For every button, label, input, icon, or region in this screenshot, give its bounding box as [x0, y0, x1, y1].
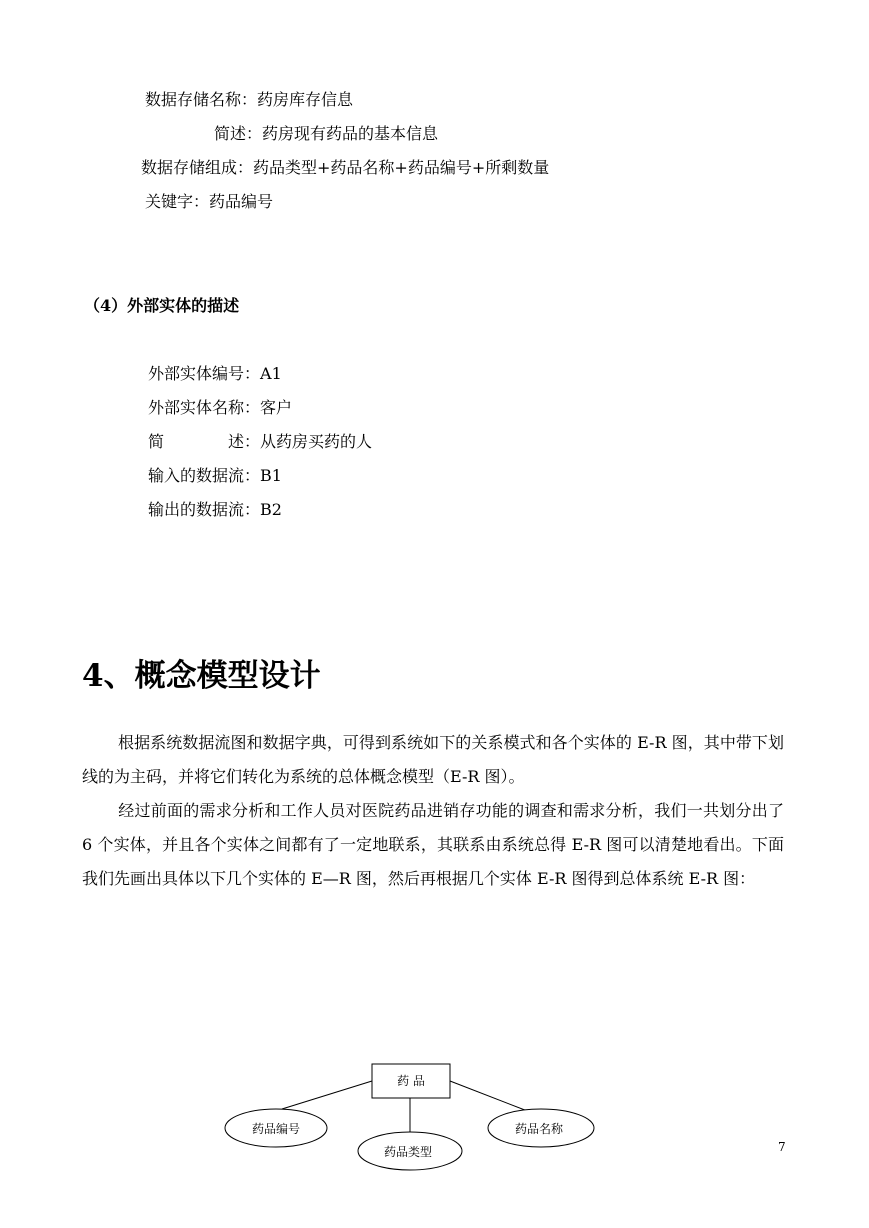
ext-desc-value: 从药房买药的人: [260, 432, 373, 451]
ext-in-value: B1: [260, 466, 282, 485]
section-title: 4、概念模型设计: [82, 658, 321, 694]
store-desc-label: 简述：: [214, 124, 263, 143]
ext-desc-label-a: 简: [148, 432, 165, 451]
ext-desc-label-b: 述：: [227, 432, 260, 451]
er-attr-id-label: 药品编号: [251, 1122, 301, 1136]
er-link-name: [450, 1081, 530, 1112]
page-number: 7: [778, 1140, 786, 1154]
ext-name-value: 客户: [260, 398, 293, 417]
paragraph-2-text: 经过前面的需求分析和工作人员对医院药品进销存功能的调查和需求分析，我们一共划分出了 6 个实体，并且各个实体之间都有了一定地联系，其联系由系统总得 E-R 图可以清楚地看出。下面我们先画出具体以下几个实体的 E—R 图，然后再根据几个实体 E-R 图得到总体系统 E-R 图：: [82, 801, 784, 888]
er-attr-type-label: 药品类型: [383, 1145, 433, 1159]
ext-id-label: 外部实体编号：: [148, 364, 261, 383]
store-key-label: 关键字：: [145, 192, 210, 211]
er-entity-label: 药 品: [397, 1074, 425, 1088]
ext-name-label: 外部实体名称：: [148, 398, 261, 417]
store-name-value: 药房库存信息: [257, 90, 354, 109]
ext-out-value: B2: [260, 500, 282, 519]
er-attr-name-label: 药品名称: [514, 1122, 564, 1136]
store-name-label: 数据存储名称：: [145, 90, 258, 109]
store-comp-value: 药品类型+药品名称+药品编号+所剩数量: [253, 158, 550, 177]
store-desc-value: 药房现有药品的基本信息: [262, 124, 439, 143]
ext-id-value: A1: [260, 364, 282, 383]
ext-in-label: 输入的数据流：: [148, 466, 261, 485]
ext-out-label: 输出的数据流：: [148, 500, 261, 519]
store-comp-label: 数据存储组成：: [141, 158, 254, 177]
external-entity-heading: （4）外部实体的描述: [84, 296, 240, 315]
store-key-value: 药品编号: [209, 192, 274, 211]
paragraph-1-text: 根据系统数据流图和数据字典，可得到系统如下的关系模式和各个实体的 E-R 图，其中带下划线的为主码，并将它们转化为系统的总体概念模型（E-R 图）。: [82, 733, 784, 786]
er-link-id: [282, 1081, 372, 1109]
